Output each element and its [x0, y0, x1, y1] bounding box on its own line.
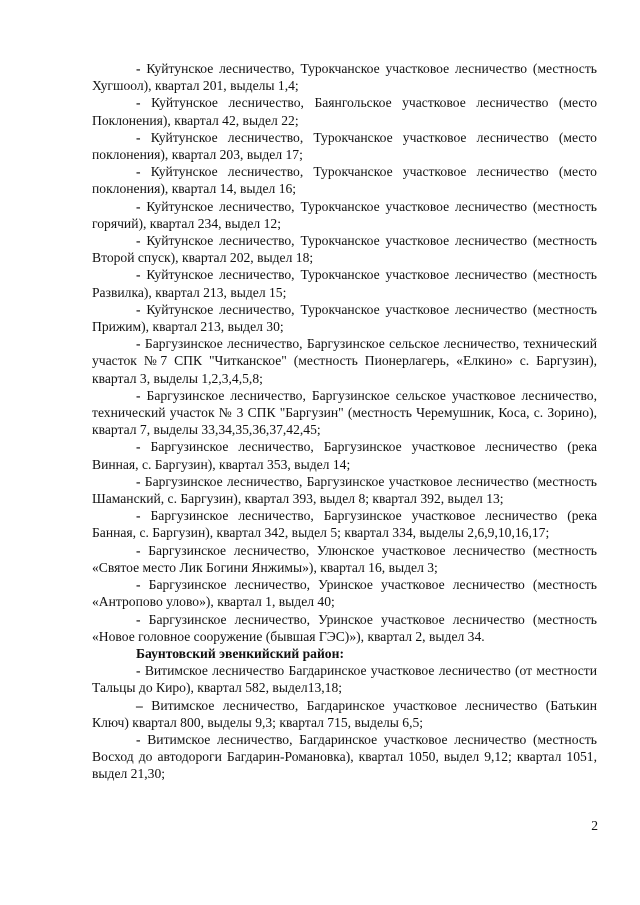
- paragraph-list: [92, 60, 597, 645]
- paragraph: [92, 507, 597, 541]
- paragraph: [92, 576, 597, 610]
- list-dash: -: [136, 731, 141, 747]
- paragraph-text: Баргузинское лесничество, Уринское участковое лесничество (местность «Антропово улово»), квартал 1, выдел 40;: [92, 577, 597, 610]
- paragraph-text: Баргузинское лесничество, Баргузинское участковое лесничество (река Банная, с. Баргузин), квартал 342, выдел 5; квартал 334, выделы 2,6,9,10,16,17;: [92, 508, 597, 541]
- paragraph-text: Куйтунское лесничество, Турокчанское участковое лесничество (место поклонения), квартал 14, выдел 16;: [92, 164, 597, 197]
- list-dash: -: [136, 95, 141, 111]
- list-dash: –: [136, 697, 143, 713]
- paragraph: [92, 94, 597, 128]
- list-dash: -: [136, 129, 141, 145]
- list-dash: -: [136, 663, 141, 679]
- paragraph-text: Баргузинское лесничество, Уринское участковое лесничество (местность «Новое головное сооружение (бывшая ГЭС)»), квартал 2, выдел 34.: [92, 611, 597, 644]
- paragraph-text: Витимское лесничество, Багдаринское участковое лесничество (Батькин Ключ) квартал 800, выделы 9,3; квартал 715, выделы 6,5;: [92, 697, 598, 730]
- list-dash: -: [136, 508, 141, 524]
- paragraph: [92, 731, 597, 783]
- paragraph-text: Баргузинское лесничество, Улюнское участковое лесничество (местность «Святое место Лик Богини Янжимы»), квартал 16, выдел 3;: [92, 542, 597, 575]
- paragraph: [92, 301, 597, 335]
- list-dash: -: [136, 61, 141, 76]
- paragraph-text: Куйтунское лесничество, Турокчанское участковое лесничество (местность Второй спуск), квартал 202, выдел 18;: [92, 233, 597, 266]
- paragraph: [92, 438, 597, 472]
- paragraph: [92, 129, 597, 163]
- document-body: [92, 60, 597, 783]
- list-dash: -: [136, 611, 141, 627]
- paragraph-text: Куйтунское лесничество, Турокчанское участковое лесничество (местность Прижим), квартал 213, выдел 30;: [92, 301, 597, 335]
- list-dash: -: [136, 164, 141, 180]
- paragraph: [92, 542, 597, 576]
- paragraph-text: Витимское лесничество Багдаринское участковое лесничество (от местности Тальцы до Киро), квартал 582, выдел13,18;: [92, 663, 597, 696]
- list-dash: -: [136, 439, 141, 455]
- paragraph-text: Баргузинское лесничество, Баргузинское сельское лесничество, технический участок №7 СПК "Читканское" (местность Пионерлагерь, «Елкино» с. Баргузин), квартал 3, выделы 1,2,3,4,5,8;: [92, 336, 597, 386]
- list-dash: -: [136, 542, 141, 558]
- paragraph-text: Баргузинское лесничество, Баргузинское сельское участковое лесничество, технический участок № 3 СПК "Баргузин" (местность Черемушник, Коса, с. Зорино), квартал 7, выделы 33,34,35,36,37,42,45;: [92, 387, 597, 438]
- list-dash: -: [136, 233, 141, 249]
- list-dash: -: [136, 473, 141, 489]
- paragraph: [92, 473, 597, 507]
- list-dash: -: [136, 387, 141, 403]
- list-dash: -: [136, 267, 141, 283]
- paragraph: [92, 611, 597, 645]
- paragraph-text: Витимское лесничество, Багдаринское участковое лесничество (местность Восход до автодороги Багдарин-Романовка), квартал 1050, выдел 9,12; квартал 1051, выдел 21,30;: [92, 731, 597, 782]
- list-dash: -: [136, 301, 141, 317]
- paragraph: [92, 198, 597, 232]
- paragraph-text: Куйтунское лесничество, Турокчанское участковое лесничество (место поклонения), квартал 203, выдел 17;: [92, 129, 597, 163]
- section-heading: Баунтовский эвенкийский район:: [136, 645, 344, 661]
- paragraph-text: Куйтунское лесничество, Турокчанское участковое лесничество (местность Хугшоол), квартал 201, выделы 1,4;: [92, 61, 597, 94]
- paragraph: [92, 697, 597, 731]
- paragraph-text: Куйтунское лесничество, Турокчанское участковое лесничество (местность Развилка), квартал 213, выдел 15;: [92, 267, 597, 300]
- paragraph: [92, 266, 597, 300]
- list-dash: -: [136, 577, 141, 593]
- list-dash: -: [136, 336, 141, 352]
- paragraph: [92, 232, 597, 266]
- paragraph-text: Баргузинское лесничество, Баргузинское участковое лесничество (местность Шаманский, с. Баргузин), квартал 393, выдел 8; квартал 392, выдел 13;: [92, 473, 597, 507]
- page-number: 2: [591, 818, 598, 833]
- paragraph: [92, 60, 597, 94]
- paragraph: [92, 335, 597, 387]
- paragraph-text: Куйтунское лесничество, Баянгольское участковое лесничество (место Поклонения), квартал 42, выдел 22;: [92, 95, 597, 128]
- list-dash: -: [136, 198, 141, 214]
- paragraph: [92, 163, 597, 197]
- paragraph-text: Куйтунское лесничество, Турокчанское участковое лесничество (местность горячий), квартал 234, выдел 12;: [92, 198, 597, 231]
- paragraph-list-2: [92, 662, 597, 782]
- paragraph: [92, 662, 597, 696]
- paragraph-text: Баргузинское лесничество, Баргузинское участковое лесничество (река Винная, с. Баргузин), квартал 353, выдел 14;: [92, 439, 597, 472]
- paragraph: [92, 387, 597, 439]
